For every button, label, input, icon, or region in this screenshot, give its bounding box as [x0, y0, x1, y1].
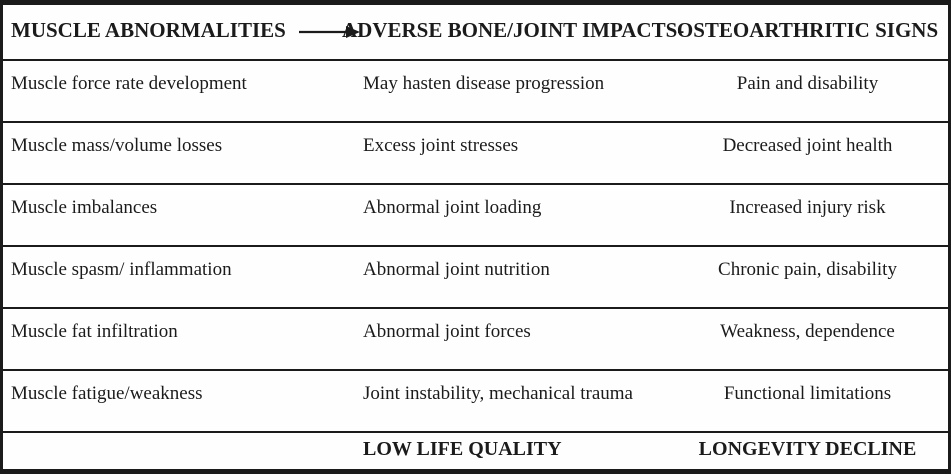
footer-longevity-decline-label: LONGEVITY DECLINE: [698, 438, 917, 460]
bone-joint-impact-cell: Abnormal joint forces: [363, 321, 531, 342]
table-header-row: [3, 5, 948, 61]
osteoarthritic-sign-cell: Decreased joint health: [722, 135, 893, 156]
table-row: [3, 371, 948, 433]
muscle-abnormality-cell: Muscle fat infiltration: [11, 321, 178, 342]
osteoarthritic-sign-cell: Chronic pain, disability: [718, 259, 897, 280]
table-footer-row: [3, 433, 948, 469]
osteoarthritic-sign-cell: Weakness, dependence: [720, 321, 895, 342]
bone-joint-impact-cell: Abnormal joint nutrition: [363, 259, 550, 280]
muscle-abnormality-cell: Muscle imbalances: [11, 197, 158, 218]
osteoarthritic-sign-cell: Increased injury risk: [729, 197, 886, 218]
header-osteoarthritic-signs-label: OSTEOARTHRITIC SIGNS: [676, 18, 939, 42]
bone-joint-impact-cell: Abnormal joint loading: [363, 197, 542, 218]
muscle-abnormality-cell: Muscle fatigue/weakness: [11, 383, 203, 404]
bone-joint-impact-cell: Excess joint stresses: [363, 135, 519, 156]
osteoarthritic-sign-cell: Functional limitations: [723, 383, 892, 404]
table-row: [3, 123, 948, 185]
bone-joint-impact-cell: Joint instability, mechanical trauma: [363, 383, 633, 404]
muscle-abnormality-cell: Muscle force rate development: [11, 73, 247, 94]
muscle-abnormality-cell: Muscle mass/volume losses: [11, 135, 223, 156]
header-adverse-impacts-label: ADVERSE BONE/JOINT IMPACTS-: [342, 18, 685, 42]
footer-low-life-quality-label: LOW LIFE QUALITY: [363, 438, 562, 460]
muscle-abnormality-cell: Muscle spasm/ inflammation: [11, 259, 232, 280]
header-cell-muscle-abnormalities: [3, 5, 338, 59]
osteoarthritic-sign-cell: Pain and disability: [736, 73, 879, 94]
table-row: [3, 247, 948, 309]
bone-joint-impact-cell: May hasten disease progression: [363, 73, 605, 94]
table-row: [3, 185, 948, 247]
table-row: [3, 309, 948, 371]
footer-empty-cell: [3, 433, 338, 469]
header-muscle-abnormalities-label: MUSCLE ABNORMALITIES: [11, 18, 286, 42]
table-row: [3, 61, 948, 123]
